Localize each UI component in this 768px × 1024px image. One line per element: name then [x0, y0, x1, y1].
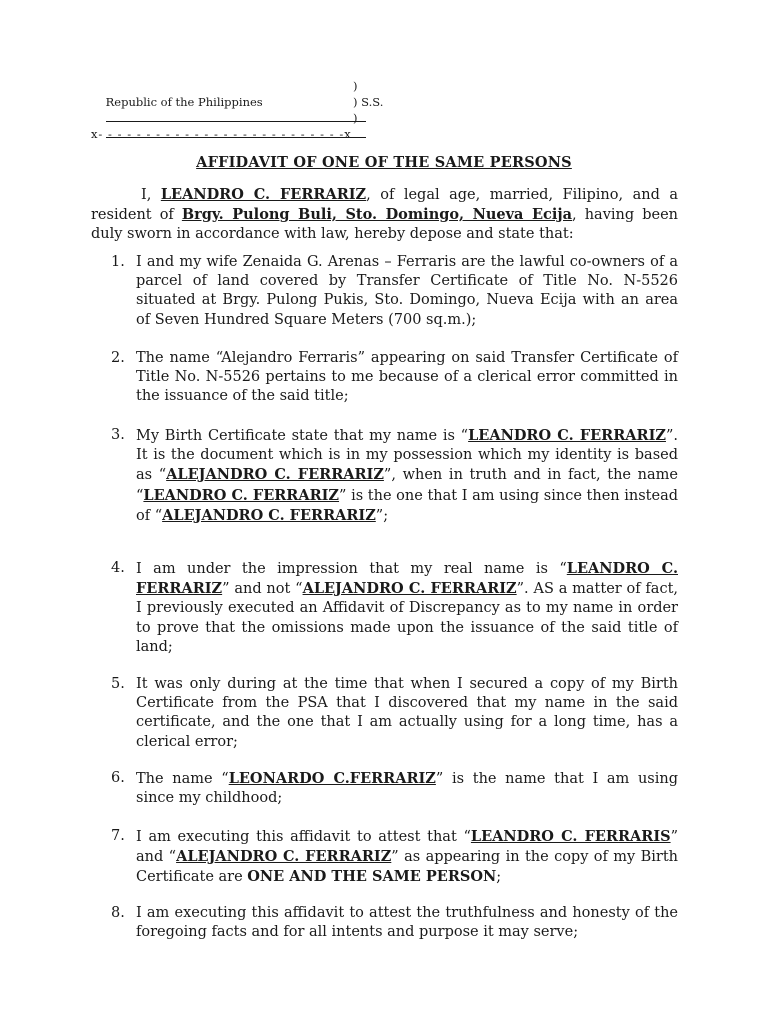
caption-bracket: ) — [353, 79, 358, 93]
statement-item-2 — [111, 349, 678, 407]
caption-row-republic — [91, 78, 366, 109]
caption-bracket-ss: ) S.S. — [353, 95, 384, 109]
item-text: It was only during at the time that when I secured a copy of my Birth Certificate from the PSA that I discovered that my name in the said certificate, and the one that I am actually using for a long time, has a clerical error; — [136, 676, 678, 750]
affiant-name: LEANDRO C. FERRARIZ — [160, 186, 367, 203]
statement-item-4 — [111, 559, 678, 657]
item-number: 5. — [111, 676, 125, 692]
item-text: I am executing this affidavit to attest the truthfulness and honesty of the foregoing facts and for all intents and purpose it may serve; — [136, 905, 678, 941]
caption-row-province — [91, 94, 384, 110]
statement-item-1 — [111, 253, 678, 330]
item-number: 8. — [111, 905, 125, 921]
venue-caption — [91, 78, 384, 142]
caption-bracket: ) — [353, 111, 358, 125]
statement-item-6 — [111, 769, 678, 808]
intro-paragraph: I, LEANDRO C. FERRARIZ, of legal age, married, Filipino, and a resident of Brgy. Pulong Buli, Sto. Domingo, Nueva Ecija, having been duly sworn in accordance with law, hereby depose and state that: — [91, 186, 678, 243]
item-number: 4. — [111, 560, 125, 576]
item-text: I am executing this affidavit to attest that “LEANDRO C. FERRARIS” and “ALEJANDRO C. FERRARIZ” as appearing in the copy of my Birth Certificate are ONE AND THE SAME PERSON; — [136, 828, 678, 886]
item-text: The name “LEONARDO C.FERRARIZ” is the name that I am using since my childhood; — [136, 770, 679, 807]
statement-item-8 — [111, 904, 678, 942]
item-text: I and my wife Zenaida G. Arenas – Ferraris are the lawful co-owners of a parcel of land covered by Transfer Certificate of Title No. N-5526 situated at Brgy. Pulong Pukis, Sto. Domingo, Nueva Ecija with an area of Seven Hundred Square Meters (700 sq.m.); — [136, 254, 678, 328]
caption-row-city — [91, 110, 366, 126]
statement-item-7 — [111, 827, 678, 888]
republic-label: Republic of the Philippines — [105, 95, 263, 109]
item-number: 7. — [111, 828, 125, 844]
item-number: 1. — [111, 254, 125, 270]
statement-item-3 — [111, 426, 678, 526]
affiant-address: Brgy. Pulong Buli, Sto. Domingo, Nueva Ecija — [181, 206, 573, 224]
item-text: The name “Alejandro Ferraris” appearing on said Transfer Certificate of Title No. N-5526 pertains to me because of a clerical error committed in the issuance of the said title; — [136, 350, 678, 405]
item-number: 2. — [111, 350, 125, 366]
item-number: 3. — [111, 427, 125, 443]
caption-separator: x- - - - - - - - - - - - - - - - - - - - - - - - - -x — [91, 127, 352, 141]
item-text: I am under the impression that my real name is “LEANDRO C. FERRARIZ” and not “ALEJANDRO C. FERRARIZ”. AS a matter of fact, I previously executed an Affidavit of Discrepancy as to my name in order to prove that the omissions made upon the issuance of the said title of land; — [136, 560, 678, 655]
item-number: 6. — [111, 770, 125, 786]
item-text: My Birth Certificate state that my name is “LEANDRO C. FERRARIZ”. It is the document which is in my possession which my identity is based as “ALEJANDRO C. FERRARIZ”, when in truth and in fact, the name “LEANDRO C. FERRARIZ” is the one that I am using since then instead of “ALEJANDRO C. FERRARIZ”; — [136, 427, 678, 524]
document-title: AFFIDAVIT OF ONE OF THE SAME PERSONS — [196, 154, 572, 171]
statement-item-5 — [111, 675, 678, 752]
